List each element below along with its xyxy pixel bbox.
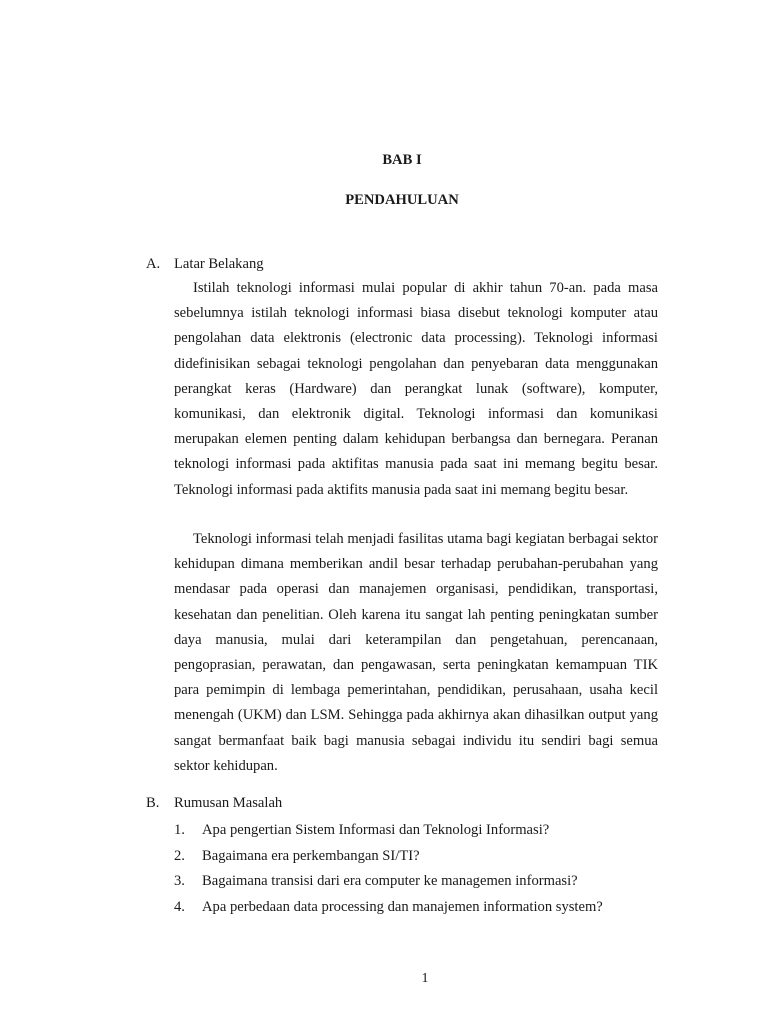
section-b-title: Rumusan Masalah [174,795,283,811]
section-a-heading [146,256,666,273]
section-b-heading [146,795,666,812]
list-item-number: 4. [174,898,185,915]
section-a-letter: A. [146,256,161,272]
list-item-number: 2. [174,847,185,864]
list-item [174,844,674,870]
list-item-text: Apa pengertian Sistem Informasi dan Teknologi Informasi? [202,822,550,838]
background-paragraph-1: Istilah teknologi informasi mulai popular di akhir tahun 70-an. pada masa sebelumnya istilah teknologi informasi biasa disebut teknologi komputer atau pengolahan data elektronis (electronic data processing). Teknologi informasi didefinisikan sebagai teknologi pengolahan dan penyebaran data menggunakan perangkat keras (Hardware) dan perangkat lunak (software), komputer, komunikasi, dan elektronik digital. Teknologi informasi dan komunikasi merupakan elemen penting dalam kehidupan berbangsa dan bernegara. Peranan teknologi informasi pada aktifitas manusia pada saat ini memang begitu besar. Teknologi informasi pada aktifits manusia pada saat ini memang begitu besar. [174,280,658,498]
list-item [174,869,674,895]
chapter-number: BAB I [382,152,422,168]
chapter-title: PENDAHULUAN [345,192,459,208]
list-item [174,895,674,921]
problem-list [174,818,674,920]
background-paragraph-2: Teknologi informasi telah menjadi fasilitas utama bagi kegiatan berbagai sektor kehidupan dimana memberikan andil besar terhadap perubahan-perubahan yang mendasar pada operasi dan manajemen organisasi, pendidikan, transportasi, kesehatan dan penelitian. Oleh karena itu sangat lah penting peningkatan sumber daya manusia, mulai dari keterampilan dan pengetahuan, perencanaan, pengoprasian, perawatan, dan pengawasan, serta peningkatan kemampuan TIK para pemimpin di lembaga pemerintahan, pendidikan, perusahaan, usaha kecil menengah (UKM) dan LSM. Sehingga pada akhirnya akan dihasilkan output yang sangat bermanfaat baik bagi manusia sebagai individu itu sendiri bagi semua sektor kehidupan. [174,531,658,774]
list-item-text: Bagaimana era perkembangan SI/TI? [202,847,420,864]
section-b-letter: B. [146,795,160,811]
section-a-title: Latar Belakang [174,256,264,272]
list-item-text: Bagaimana transisi dari era computer ke managemen informasi? [202,873,578,889]
list-item-text: Apa perbedaan data processing dan manajemen information system? [202,898,603,915]
list-item-number: 1. [174,822,185,838]
page-number: 1 [421,971,429,986]
list-item-number: 3. [174,873,185,889]
list-item [174,818,674,844]
